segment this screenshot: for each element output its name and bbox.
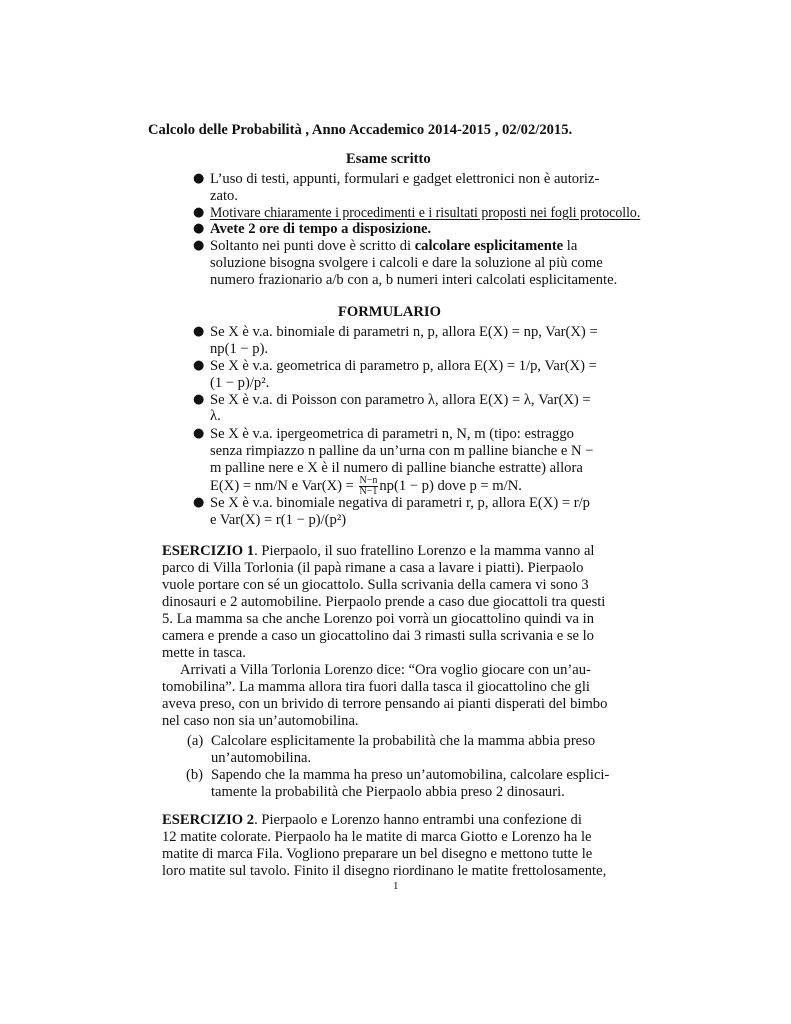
exercise-2-text: . Pierpaolo e Lorenzo hanno entrambi una confezione di xyxy=(254,812,582,828)
rule-4-text-b: la xyxy=(563,238,578,254)
formula-4-line-3: m palline nere e X è il numero di palline bianche estratte) allora xyxy=(210,460,583,476)
fraction-numerator: N−n xyxy=(359,475,378,486)
exercise-1-line-7: mette in tasca. xyxy=(162,645,246,661)
bullet-icon: ● xyxy=(193,392,205,407)
part-b-line-2: tamente la probabilità che Pierpaolo abbia preso 2 dinosauri. xyxy=(211,784,565,800)
rule-4-text-a: Soltanto nei punti dove è scritto di xyxy=(210,238,415,254)
formula-4-text-a: E(X) = nm/N e Var(X) = xyxy=(210,477,358,494)
exercise-2-line-1 xyxy=(162,811,582,829)
formula-3-line-2: λ. xyxy=(210,408,221,424)
formula-2-line-1: Se X è v.a. geometrica di parametro p, allora E(X) = 1/p, Var(X) = xyxy=(210,358,597,374)
formula-5-line-2: e Var(X) = r(1 − p)/(p²) xyxy=(210,512,347,528)
formula-4-line-2: senza rimpiazzo n palline da un’urna con m palline bianche e N − xyxy=(210,443,594,459)
exercise-1-line-11: nel caso non sia un’automobilina. xyxy=(162,713,359,729)
exercise-1-line-2: parco di Villa Torlonia (il papà rimane a casa a lavare i piatti). Pierpaolo xyxy=(162,560,584,576)
part-a-tag: (a) xyxy=(187,733,204,749)
bullet-icon: ● xyxy=(193,205,205,220)
exercise-1-line-5: 5. La mamma sa che anche Lorenzo poi vorrà un giocattolino quindi va in xyxy=(162,611,594,627)
rule-2-line-1: Motivare chiaramente i procedimenti e i risultati proposti nei fogli protocollo. xyxy=(210,205,641,221)
exercise-1-text: . Pierpaolo, il suo fratellino Lorenzo e la mamma vanno al xyxy=(254,543,595,559)
part-b-line-1: Sapendo che la mamma ha preso un’automobilina, calcolare esplici- xyxy=(211,767,610,783)
exercise-2-line-2: 12 matite colorate. Pierpaolo ha le matite di marca Giotto e Lorenzo ha le xyxy=(162,829,592,845)
exam-subtitle: Esame scritto xyxy=(346,151,431,167)
formula-1-line-1: Se X è v.a. binomiale di parametri n, p, allora E(X) = np, Var(X) = xyxy=(210,324,598,340)
rule-4-line-2: soluzione bisogna svolgere i calcoli e dare la soluzione al più come xyxy=(210,255,603,271)
formula-1-line-2: np(1 − p). xyxy=(210,341,269,357)
exercise-1-line-4: dinosauri e 2 automobiline. Pierpaolo prende a caso due giocattoli tra questi xyxy=(162,594,606,610)
rule-4-line-1 xyxy=(210,237,577,255)
part-b-tag: (b) xyxy=(186,767,204,783)
rule-1-line-2: zato. xyxy=(210,188,238,204)
formula-2-line-2: (1 − p)/p². xyxy=(210,375,270,391)
rule-1-line-1: L’uso di testi, appunti, formulari e gadget elettronici non è autoriz- xyxy=(210,171,600,187)
exercise-2-line-4: loro matite sul tavolo. Finito il disegno riordinano le matite frettolosamente, xyxy=(162,863,607,879)
bullet-icon: ● xyxy=(193,495,205,510)
bullet-icon: ● xyxy=(193,221,205,236)
formula-3-line-1: Se X è v.a. di Poisson con parametro λ, allora E(X) = λ, Var(X) = xyxy=(210,392,591,408)
exercise-1-line-9: tomobilina”. La mamma allora tira fuori dalla tasca il giocattolino che gli xyxy=(162,679,590,695)
bullet-icon: ● xyxy=(193,324,205,339)
page-title: Calcolo delle Probabilità , Anno Accademico 2014-2015 , 02/02/2015. xyxy=(148,122,573,138)
part-a-line-1: Calcolare esplicitamente la probabilità che la mamma abbia preso xyxy=(211,733,596,749)
exercise-1-label: ESERCIZIO 1 xyxy=(162,543,255,559)
bullet-icon: ● xyxy=(193,171,205,186)
exercise-1-line-8: Arrivati a Villa Torlonia Lorenzo dice: “Ora voglio giocare con un’au- xyxy=(180,662,591,678)
page-number: 1 xyxy=(393,880,399,892)
part-a-line-2: un’automobilina. xyxy=(211,750,312,766)
exercise-1-line-10: aveva preso, con un brivido di terrore pensando ai pianti disperati del bimbo xyxy=(162,696,608,712)
exercise-1-line-6: camera e prende a caso un giocattolino dai 3 rimasti sulla scrivania e se lo xyxy=(162,628,594,644)
rule-3-line-1: Avete 2 ore di tempo a disposizione. xyxy=(210,221,432,237)
formulario-heading: FORMULARIO xyxy=(338,304,441,320)
bullet-icon: ● xyxy=(193,358,205,373)
bullet-icon: ● xyxy=(193,426,205,441)
exercise-1-line-1 xyxy=(162,542,594,560)
formula-4-text-b: np(1 − p) dove p = m/N. xyxy=(379,477,522,494)
formula-4-line-1: Se X è v.a. ipergeometrica di parametri n, N, m (tipo: estraggo xyxy=(210,426,574,442)
exercise-1-line-3: vuole portare con sé un giocattolo. Sulla scrivania della camera vi sono 3 xyxy=(162,577,589,593)
bullet-icon: ● xyxy=(193,238,205,253)
fraction-denominator: N−1 xyxy=(359,486,378,497)
rule-4-line-3: numero frazionario a/b con a, b numeri interi calcolati esplicitamente. xyxy=(210,272,618,288)
exercise-2-label: ESERCIZIO 2 xyxy=(162,812,255,828)
formula-5-line-1: Se X è v.a. binomiale negativa di parametri r, p, allora E(X) = r/p xyxy=(210,495,590,511)
exercise-2-line-3: matite di marca Fila. Vogliono preparare un bel disegno e mettono tutte le xyxy=(162,846,593,862)
rule-4-bold: calcolare esplicitamente xyxy=(414,238,564,254)
